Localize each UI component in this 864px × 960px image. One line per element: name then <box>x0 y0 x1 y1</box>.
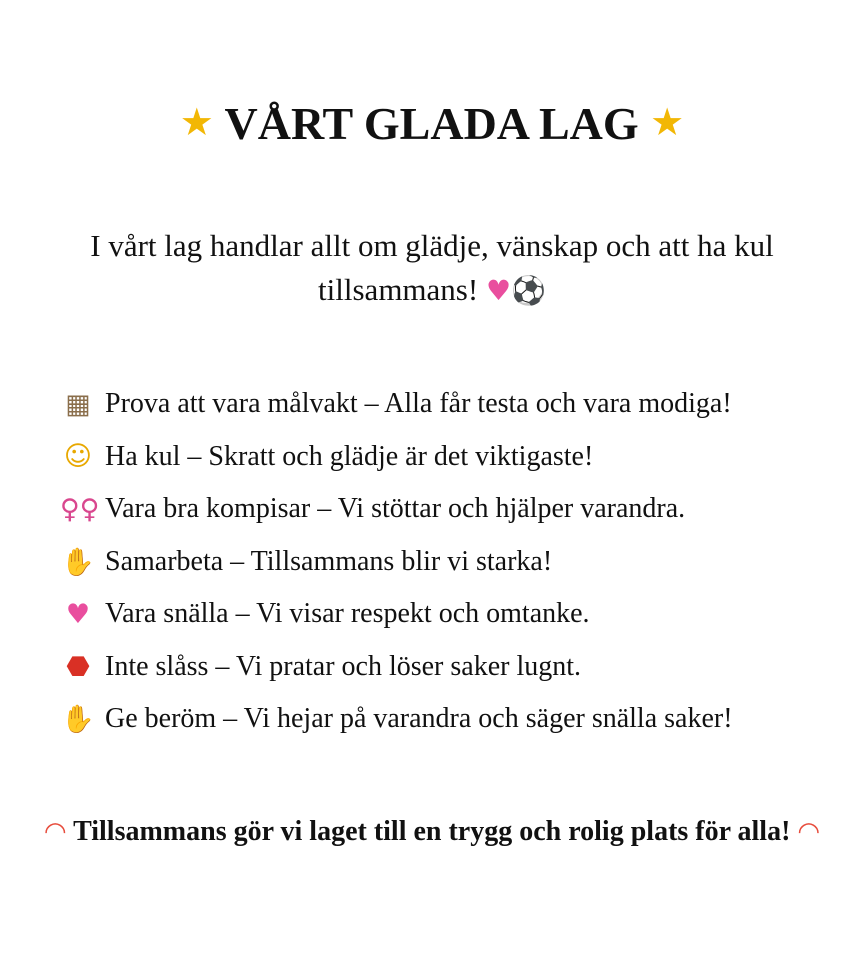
sparkling-heart-icon: ♥ <box>485 274 512 307</box>
list-item <box>60 588 850 641</box>
intro-text: I vårt lag handlar allt om glädje, vänskap och att ha kul tillsammans! <box>90 228 774 307</box>
star-icon: ★ <box>650 100 685 144</box>
two-girls-icon: ♀♀ <box>60 493 100 525</box>
list-item <box>60 641 850 694</box>
intro-paragraph <box>40 224 824 313</box>
rule-text: Inte slåss – Vi pratar och löser saker lugnt. <box>105 650 582 682</box>
soccer-ball-icon: ⚽ <box>511 274 546 307</box>
list-item <box>60 431 850 484</box>
rule-text: Samarbeta – Tillsammans blir vi starka! <box>105 545 553 577</box>
rule-text: Prova att vara målvakt – Alla får testa och vara modiga! <box>105 388 732 420</box>
rule-text: Vara snälla – Vi visar respekt och omtanke. <box>105 598 590 630</box>
rule-text: Ha kul – Skratt och glädje är det viktigaste! <box>105 440 594 472</box>
growing-heart-icon: ♥ <box>65 598 91 630</box>
team-rules-list <box>60 378 850 746</box>
rule-text: Vara bra kompisar – Vi stöttar och hjälper varandra. <box>105 493 686 525</box>
closing-statement <box>40 814 824 850</box>
grinning-face-icon: ☺ <box>63 441 93 473</box>
closing-text: Tillsammans gör vi laget till en trygg och rolig plats för alla! <box>73 816 791 847</box>
rule-text: Ge beröm – Vi hejar på varandra och säger snälla saker! <box>105 703 733 735</box>
page-title <box>0 92 864 154</box>
stop-sign-icon: ⬣ <box>66 651 90 683</box>
list-item <box>60 536 850 589</box>
list-item <box>60 378 850 431</box>
clapping-hands-icon: ✋ <box>61 704 95 736</box>
rainbow-icon: ◠ <box>797 817 821 847</box>
list-item <box>60 483 850 536</box>
rainbow-icon: ◠ <box>43 817 67 847</box>
star-icon: ★ <box>179 100 214 144</box>
page-title-text: VÅRT GLADA LAG <box>224 98 639 149</box>
list-item <box>60 693 850 746</box>
goal-net-icon: ▦ <box>65 388 91 420</box>
handshake-icon: ✋ <box>61 546 95 578</box>
